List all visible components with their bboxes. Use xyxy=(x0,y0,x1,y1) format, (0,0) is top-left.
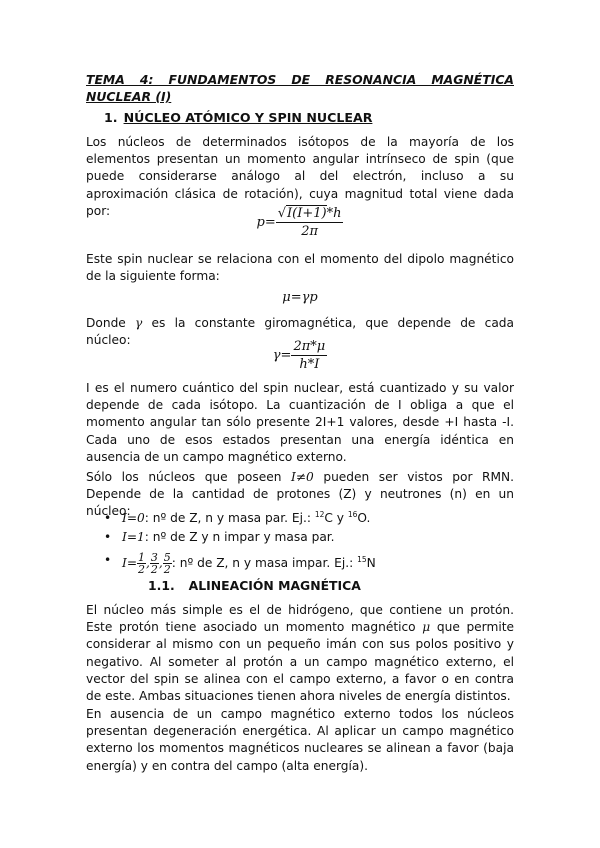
text-fragment: : nº de Z, n y masa par. Ej.: xyxy=(144,511,311,525)
equation-fraction: $\frac{√I(I+1)*h}{2\pi}$ xyxy=(277,206,342,239)
equation-lhs: p= xyxy=(256,215,276,230)
paragraph-quantum-number: I es el numero cuántico del spin nuclear, está cuantizado y su valor depende de cada isótopo. La cuantización de I obliga a que el momento angular tan sólo presente 2I+1 valores, desde +I hasta -I. Cada uno de esos estados presentan una energía idéntica en ausencia de un campo magnético externo. xyxy=(86,381,514,464)
equation-num-suffix: *h xyxy=(326,206,342,221)
section-heading-1-1 xyxy=(148,578,361,593)
section-title: ALINEACIÓN MAGNÉTICA xyxy=(188,578,361,593)
equation-numerator: 2π*μ xyxy=(293,339,326,354)
paragraph-dipole: Este spin nuclear se relaciona con el momento del dipolo magnético de la siguiente forma: xyxy=(86,252,514,284)
equation-spin-momentum xyxy=(86,206,514,239)
list-item xyxy=(104,529,504,546)
text-fragment: y xyxy=(336,511,344,525)
separator: , xyxy=(158,556,163,570)
text-fragment: Sólo los núcleos que poseen xyxy=(86,470,282,484)
spin-cases-list xyxy=(104,510,504,575)
equation-denominator: 2π xyxy=(301,224,319,239)
isotope-mass: 15 xyxy=(357,555,367,564)
equation-lhs: γ= xyxy=(272,348,292,363)
text-fragment: El núcleo más simple es el de hidrógeno, que contiene un protón. Este protón tiene asociado un momento magnético xyxy=(86,603,514,635)
section-heading-1 xyxy=(104,110,372,125)
text-fragment: que permite considerar al mismo con un pequeño imán con sus polos positivo y negativo. Al someter al protón a un campo magnético externo, el vector del spin se alinea con el campo externo, a favor o en contra de este. Ambas situaciones tienen ahora niveles de energía distintos. xyxy=(86,620,515,704)
section-number: 1. xyxy=(104,110,118,125)
section-title: NÚCLEO ATÓMICO Y SPIN NUCLEAR xyxy=(123,110,373,125)
isotope-mass: 16 xyxy=(347,510,358,519)
fraction-three-halves: $\frac{3}{2}$ xyxy=(150,551,158,576)
math-symbol: γ xyxy=(135,316,143,330)
section-number: 1.1. xyxy=(148,578,175,593)
text-fragment: : nº de Z, n y masa impar. Ej.: xyxy=(171,556,354,570)
isotope-element: C xyxy=(324,511,333,525)
equation-gyromagnetic xyxy=(86,339,514,372)
math-symbol: I=1 xyxy=(122,530,145,544)
list-item xyxy=(104,552,504,575)
equation-dipole: μ=γp xyxy=(282,290,318,305)
text-fragment: pueden ser vistos por RMN. Depende de la cantidad de protones (Z) y neutrones (n) en un núcleo: xyxy=(86,470,515,519)
math-symbol: I=0 xyxy=(122,511,145,525)
paragraph-degeneration: En ausencia de un campo magnético externo todos los núcleos presentan degeneración energética. Al aplicar un campo magnético externo los momentos magnéticos nucleares se alinean a favor (baja energía) y en contra del campo (alta energía). xyxy=(86,707,514,773)
paragraph-spin-intro: Los núcleos de determinados isótopos de la mayoría de los elementos presentan un momento angular intrínseco de spin (que puede considerarse análogo al del electrón, incluso a su aproximación clásica de rotación), cuya magnitud total viene dada por: xyxy=(86,135,514,218)
paragraph-hydrogen xyxy=(86,602,514,705)
equation-fraction xyxy=(291,339,327,372)
separator: , xyxy=(146,556,150,570)
list-item xyxy=(104,510,504,527)
isotope-element: O. xyxy=(357,511,371,525)
text-fragment: Donde xyxy=(86,316,126,330)
text-fragment: : nº de Z y n impar y masa par. xyxy=(144,530,335,544)
math-symbol: I= xyxy=(122,556,138,570)
equation-radicand: I(I+1) xyxy=(287,206,327,221)
equation-denominator: h*I xyxy=(299,357,320,372)
text-fragment: es la constante giromagnética, que depende de cada núcleo: xyxy=(86,316,515,348)
document-title: TEMA 4: FUNDAMENTOS DE RESONANCIA MAGNÉTICA NUCLEAR (I) xyxy=(86,72,514,104)
fraction-five-halves: $\frac{5}{2}$ xyxy=(163,551,171,576)
isotope-mass: 12 xyxy=(314,510,325,519)
fraction-half: $\frac{1}{2}$ xyxy=(138,551,146,576)
math-symbol: μ xyxy=(422,620,431,635)
isotope-element: N xyxy=(366,556,376,570)
math-symbol: I≠0 xyxy=(291,470,314,484)
